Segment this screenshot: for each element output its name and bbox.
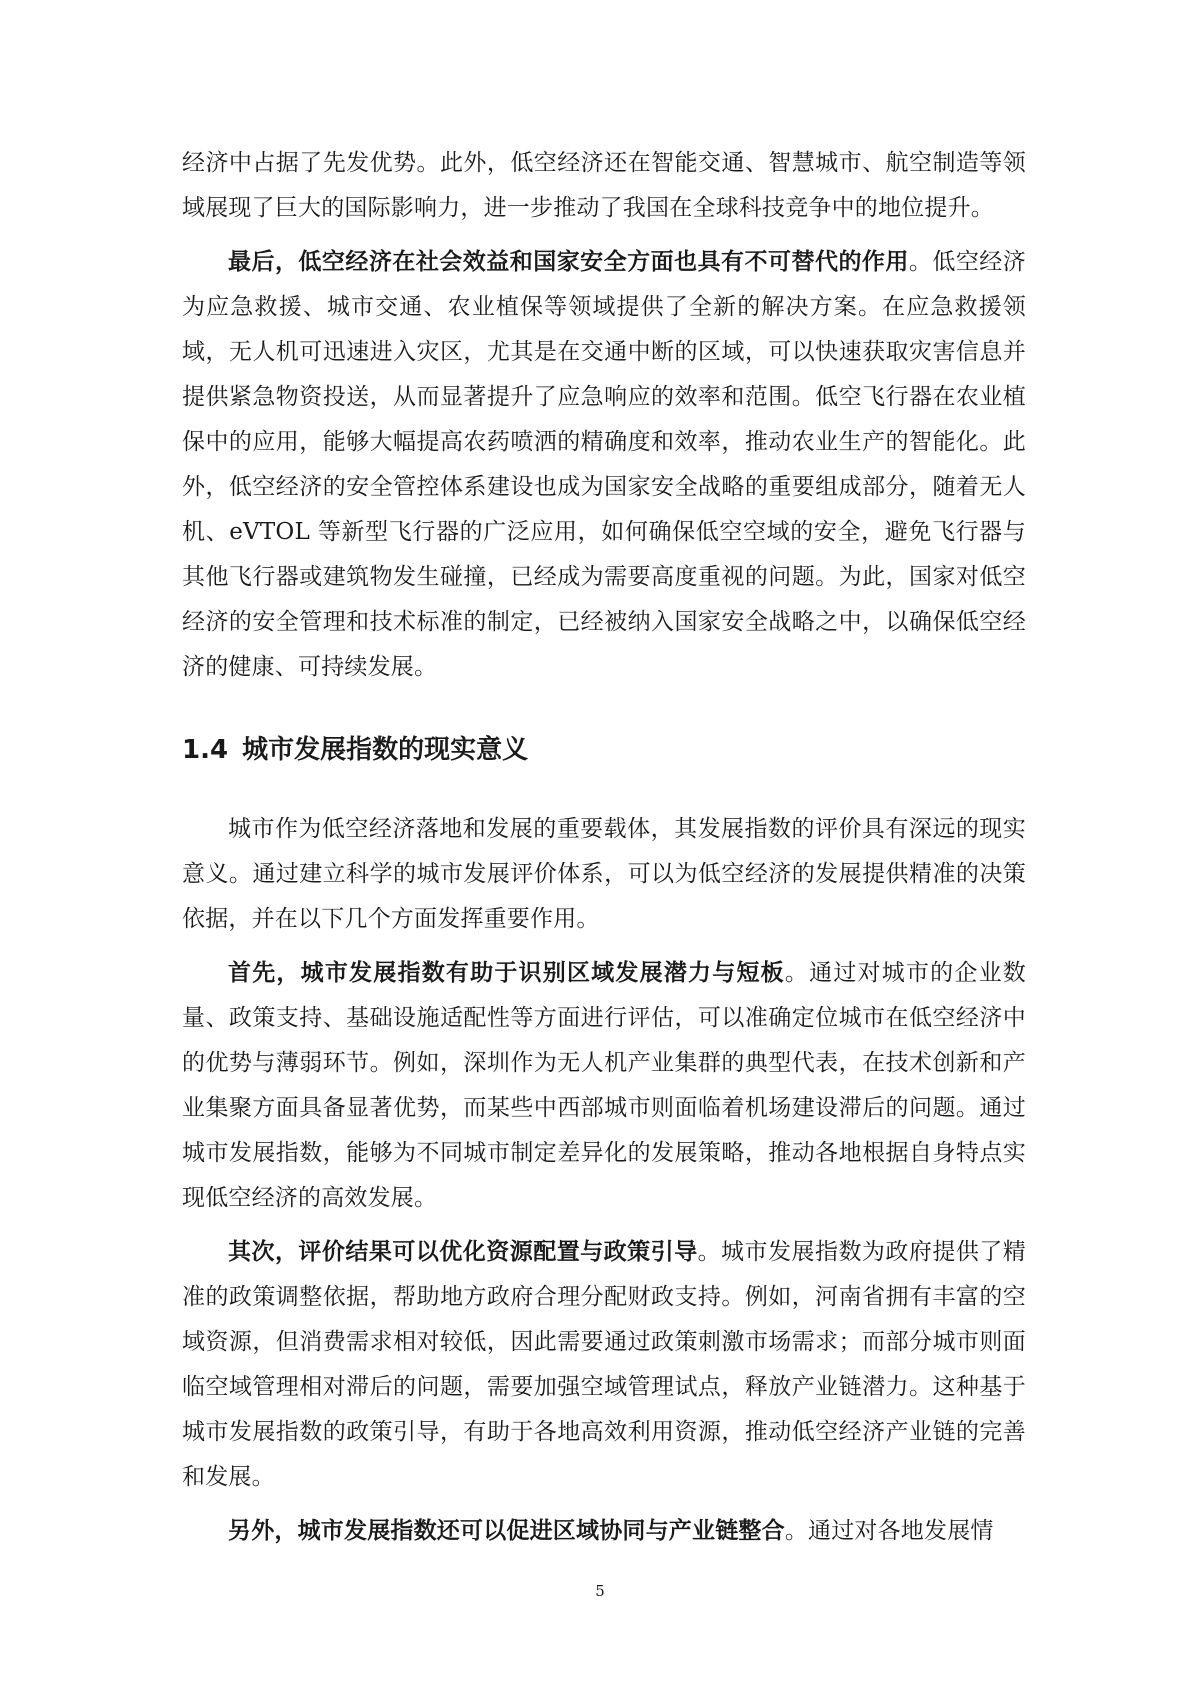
paragraph-lead: 另外，城市发展指数还可以促进区域协同与产业链整合 — [228, 1517, 785, 1544]
paragraph-additionally — [182, 1508, 1026, 1554]
paragraph-first — [182, 950, 1026, 1221]
paragraph-intro — [182, 806, 1026, 942]
paragraph-finally — [182, 239, 1026, 690]
paragraph-continued — [182, 140, 1026, 231]
paragraph-text: 。通过对城市的企业数量、政策支持、基础设施适配性等方面进行评估，可以准确定位城市在低空经济中的优势与薄弱环节。例如，深圳作为无人机产业集群的典型代表，在技术创新和产业集聚方面具备显著优势，而某些中西部城市则面临着机场建设滞后的问题。通过城市发展指数，能够为不同城市制定差异化的发展策略，推动各地根据自身特点实现低空经济的高效发展。 — [182, 960, 1027, 1211]
page-number: 5 — [595, 1582, 605, 1600]
section-number: 1.4 — [182, 735, 229, 765]
paragraph-text: 经济中占据了先发优势。此外，低空经济还在智能交通、智慧城市、航空制造等领域展现了巨大的国际影响力，进一步推动了我国在全球科技竞争中的地位提升。 — [182, 150, 1026, 221]
paragraph-lead: 最后，低空经济在社会效益和国家安全方面也具有不可替代的作用 — [228, 248, 909, 275]
paragraph-lead: 首先，城市发展指数有助于识别区域发展潜力与短板 — [228, 959, 785, 986]
section-heading — [182, 732, 1026, 768]
paragraph-text: 。通过对各地发展情 — [784, 1518, 994, 1544]
paragraph-second — [182, 1229, 1026, 1500]
paragraph-lead: 其次，评价结果可以优化资源配置与政策引导 — [228, 1238, 698, 1265]
page-content — [182, 140, 1026, 1562]
section-title: 城市发展指数的现实意义 — [242, 735, 529, 765]
paragraph-text: 城市作为低空经济落地和发展的重要载体，其发展指数的评价具有深远的现实意义。通过建立科学的城市发展评价体系，可以为低空经济的发展提供精准的决策依据，并在以下几个方面发挥重要作用。 — [182, 816, 1026, 932]
paragraph-text: 。城市发展指数为政府提供了精准的政策调整依据，帮助地方政府合理分配财政支持。例如，河南省拥有丰富的空域资源，但消费需求相对较低，因此需要通过政策刺激市场需求；而部分城市则面临空域管理相对滞后的问题，需要加强空域管理试点，释放产业链潜力。这种基于城市发展指数的政策引导，有助于各地高效利用资源，推动低空经济产业链的完善和发展。 — [182, 1239, 1026, 1490]
paragraph-text: 。低空经济为应急救援、城市交通、农业植保等领域提供了全新的解决方案。在应急救援领域，无人机可迅速进入灾区，尤其是在交通中断的区域，可以快速获取灾害信息并提供紧急物资投送，从而显著提升了应急响应的效率和范围。低空飞行器在农业植保中的应用，能够大幅提高农药喷洒的精确度和效率，推动农业生产的智能化。此外，低空经济的安全管控体系建设也成为国家安全战略的重要组成部分，随着无人机、eVTOL 等新型飞行器的广泛应用，如何确保低空空域的安全，避免飞行器与其他飞行器或建筑物发生碰撞，已经成为需要高度重视的问题。为此，国家对低空经济的安全管理和技术标准的制定，已经被纳入国家安全战略之中，以确保低空经济的健康、可持续发展。 — [182, 249, 1026, 680]
